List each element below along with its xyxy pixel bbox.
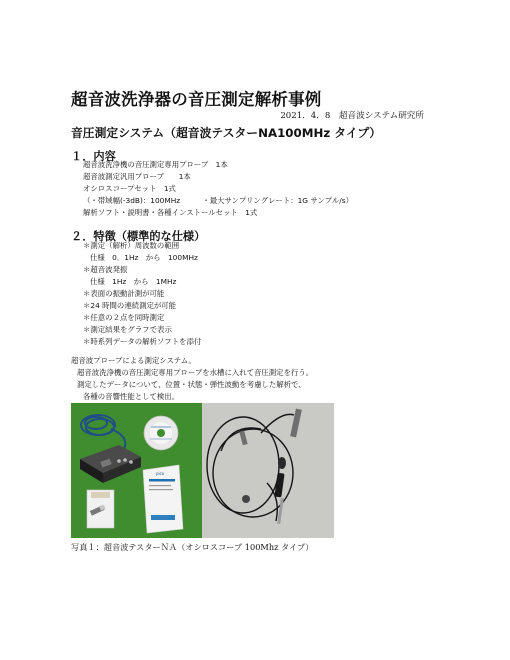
body-line: 超音波洗浄機の音圧測定専用プローブを水槽に入れて音圧測定を行う。	[77, 368, 314, 377]
contents-line: （・帯域幅(-3dB)：100MHz ・最大サンプリングレート：1G サンプル/s）	[83, 196, 354, 205]
feature-line: ＊24 時間の連続測定が可能	[83, 301, 177, 310]
software-disc-icon	[144, 416, 178, 450]
dateline: 2021．4．8 超音波システム研究所	[280, 111, 424, 121]
contents-line: 超音波洗浄機の音圧測定専用プローブ 1本	[83, 160, 228, 169]
product-photo	[71, 403, 334, 538]
feature-line: ＊任意の２点を同時測定	[83, 313, 165, 322]
feature-line: ＊測定（解析）周波数の範囲	[83, 241, 180, 250]
photo-caption: 写真１：超音波テスターＮＡ（オシロスコープ 100Mhz タイプ）	[71, 542, 314, 552]
feature-line: 仕様 1Hz から 1MHz	[90, 277, 177, 286]
body-line: 各種の音響性能として検出。	[83, 392, 180, 401]
usb-memory-icon	[87, 490, 114, 528]
feature-line: ＊時系列データの解析ソフトを添付	[83, 337, 202, 346]
feature-line: 仕様 0．1Hz から 100MHz	[90, 253, 198, 262]
photo-right-background	[202, 403, 334, 538]
body-line: 測定したデータについて、位置・状態・弾性波動を考慮した解析で、	[77, 380, 306, 389]
page-title: 超音波洗浄器の音圧測定解析事例	[71, 90, 322, 109]
section-heading-contents: １．内容	[71, 150, 116, 163]
body-line: 超音波プローブによる測定システム。	[71, 356, 196, 365]
pico-logo: pico	[156, 471, 165, 476]
manual-booklet-icon	[143, 465, 183, 533]
product-photo-svg	[71, 403, 334, 538]
section-heading-features: ２．特徴（標準的な仕様）	[71, 230, 206, 243]
contents-line: 解析ソフト・説明書・各種インストールセット 1式	[83, 208, 258, 217]
contents-line: オシロスコープセット 1式	[83, 184, 176, 193]
document-subtitle: 音圧測定システム（超音波テスターNA100MHz タイプ）	[71, 126, 382, 140]
contents-line: 超音波測定汎用プローブ 1本	[83, 172, 191, 181]
feature-line: ＊表面の振動計測が可能	[83, 289, 165, 298]
feature-line: ＊測定結果をグラフで表示	[83, 325, 172, 334]
feature-line: ＊超音波発振	[83, 265, 128, 274]
